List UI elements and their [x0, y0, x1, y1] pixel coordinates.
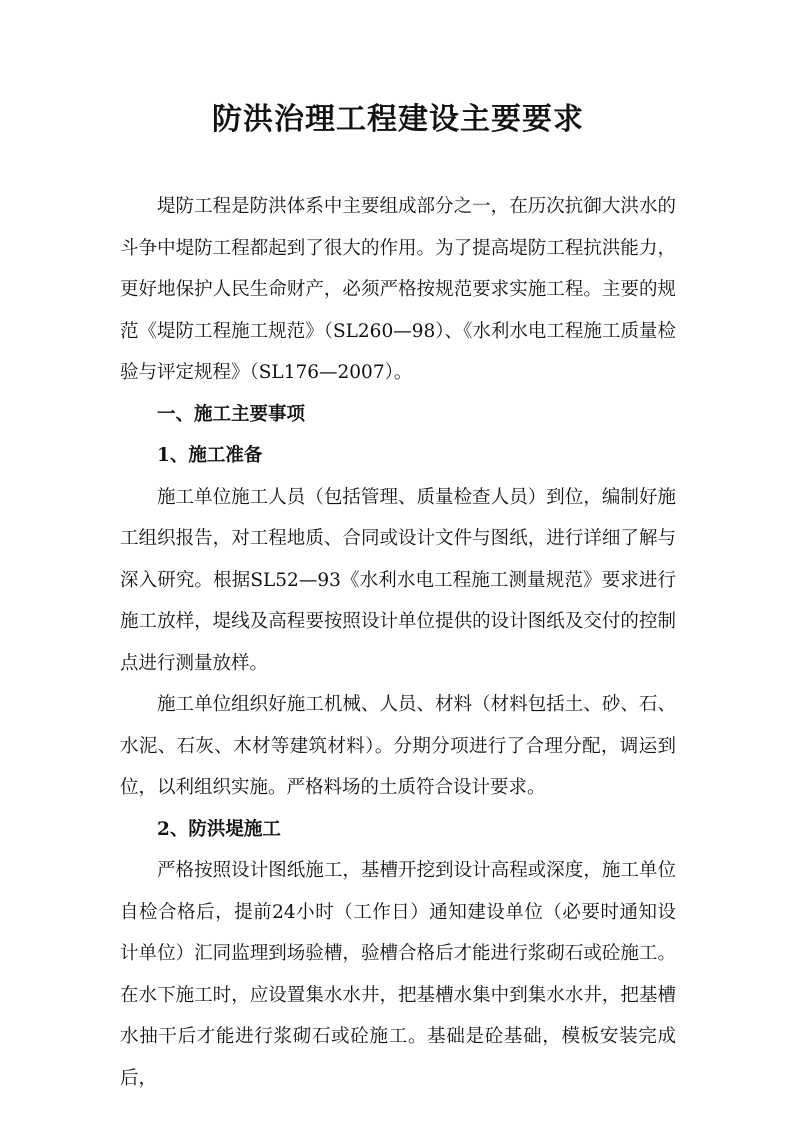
document-page — [120, 96, 676, 1099]
intro-paragraph: 堤防工程是防洪体系中主要组成部分之一，在历次抗御大洪水的斗争中堤防工程都起到了很大的作用。为了提高堤防工程抗洪能力，更好地保护人民生命财产，必须严格按规范要求实施工程。主要的规范《堤防工程施工规范》（SL260—98）、《水利水电工程施工质量检验与评定规程》（SL176—2007）。 — [120, 196, 676, 383]
subheading-construction-preparation: 1、施工准备 — [157, 445, 263, 466]
paragraph-dike-construction: 严格按照设计图纸施工，基槽开挖到设计高程或深度，施工单位自检合格后，提前24小时（工作日）通知建设单位（必要时通知设计单位）汇同监理到场验槽，验槽合格后才能进行浆砌石或砼施工。在水下施工时，应设置集水水井，把基槽水集中到集水水井，把基槽水抽干后才能进行浆砌石或砼施工。基础是砼基础，模板安装完成后， — [120, 860, 676, 1089]
paragraph-preparation-materials: 施工单位组织好施工机械、人员、材料（材料包括土、砂、石、水泥、石灰、木材等建筑材料）。分期分项进行了合理分配，调运到位，以利组织实施。严格料场的土质符合设计要求。 — [120, 694, 676, 798]
paragraph-preparation-staff: 施工单位施工人员（包括管理、质量检查人员）到位，编制好施工组织报告，对工程地质、合同或设计文件与图纸，进行详细了解与深入研究。根据SL52—93《水利水电工程施工测量规范》要求进行施工放样，堤线及高程要按照设计单位提供的设计图纸及交付的控制点进行测量放样。 — [120, 486, 676, 674]
subheading-flood-dike-construction: 2、防洪堤施工 — [157, 818, 281, 840]
document-title: 防洪治理工程建设主要要求 — [212, 102, 584, 137]
section-heading-construction-matters: 一、施工主要事项 — [157, 403, 306, 425]
